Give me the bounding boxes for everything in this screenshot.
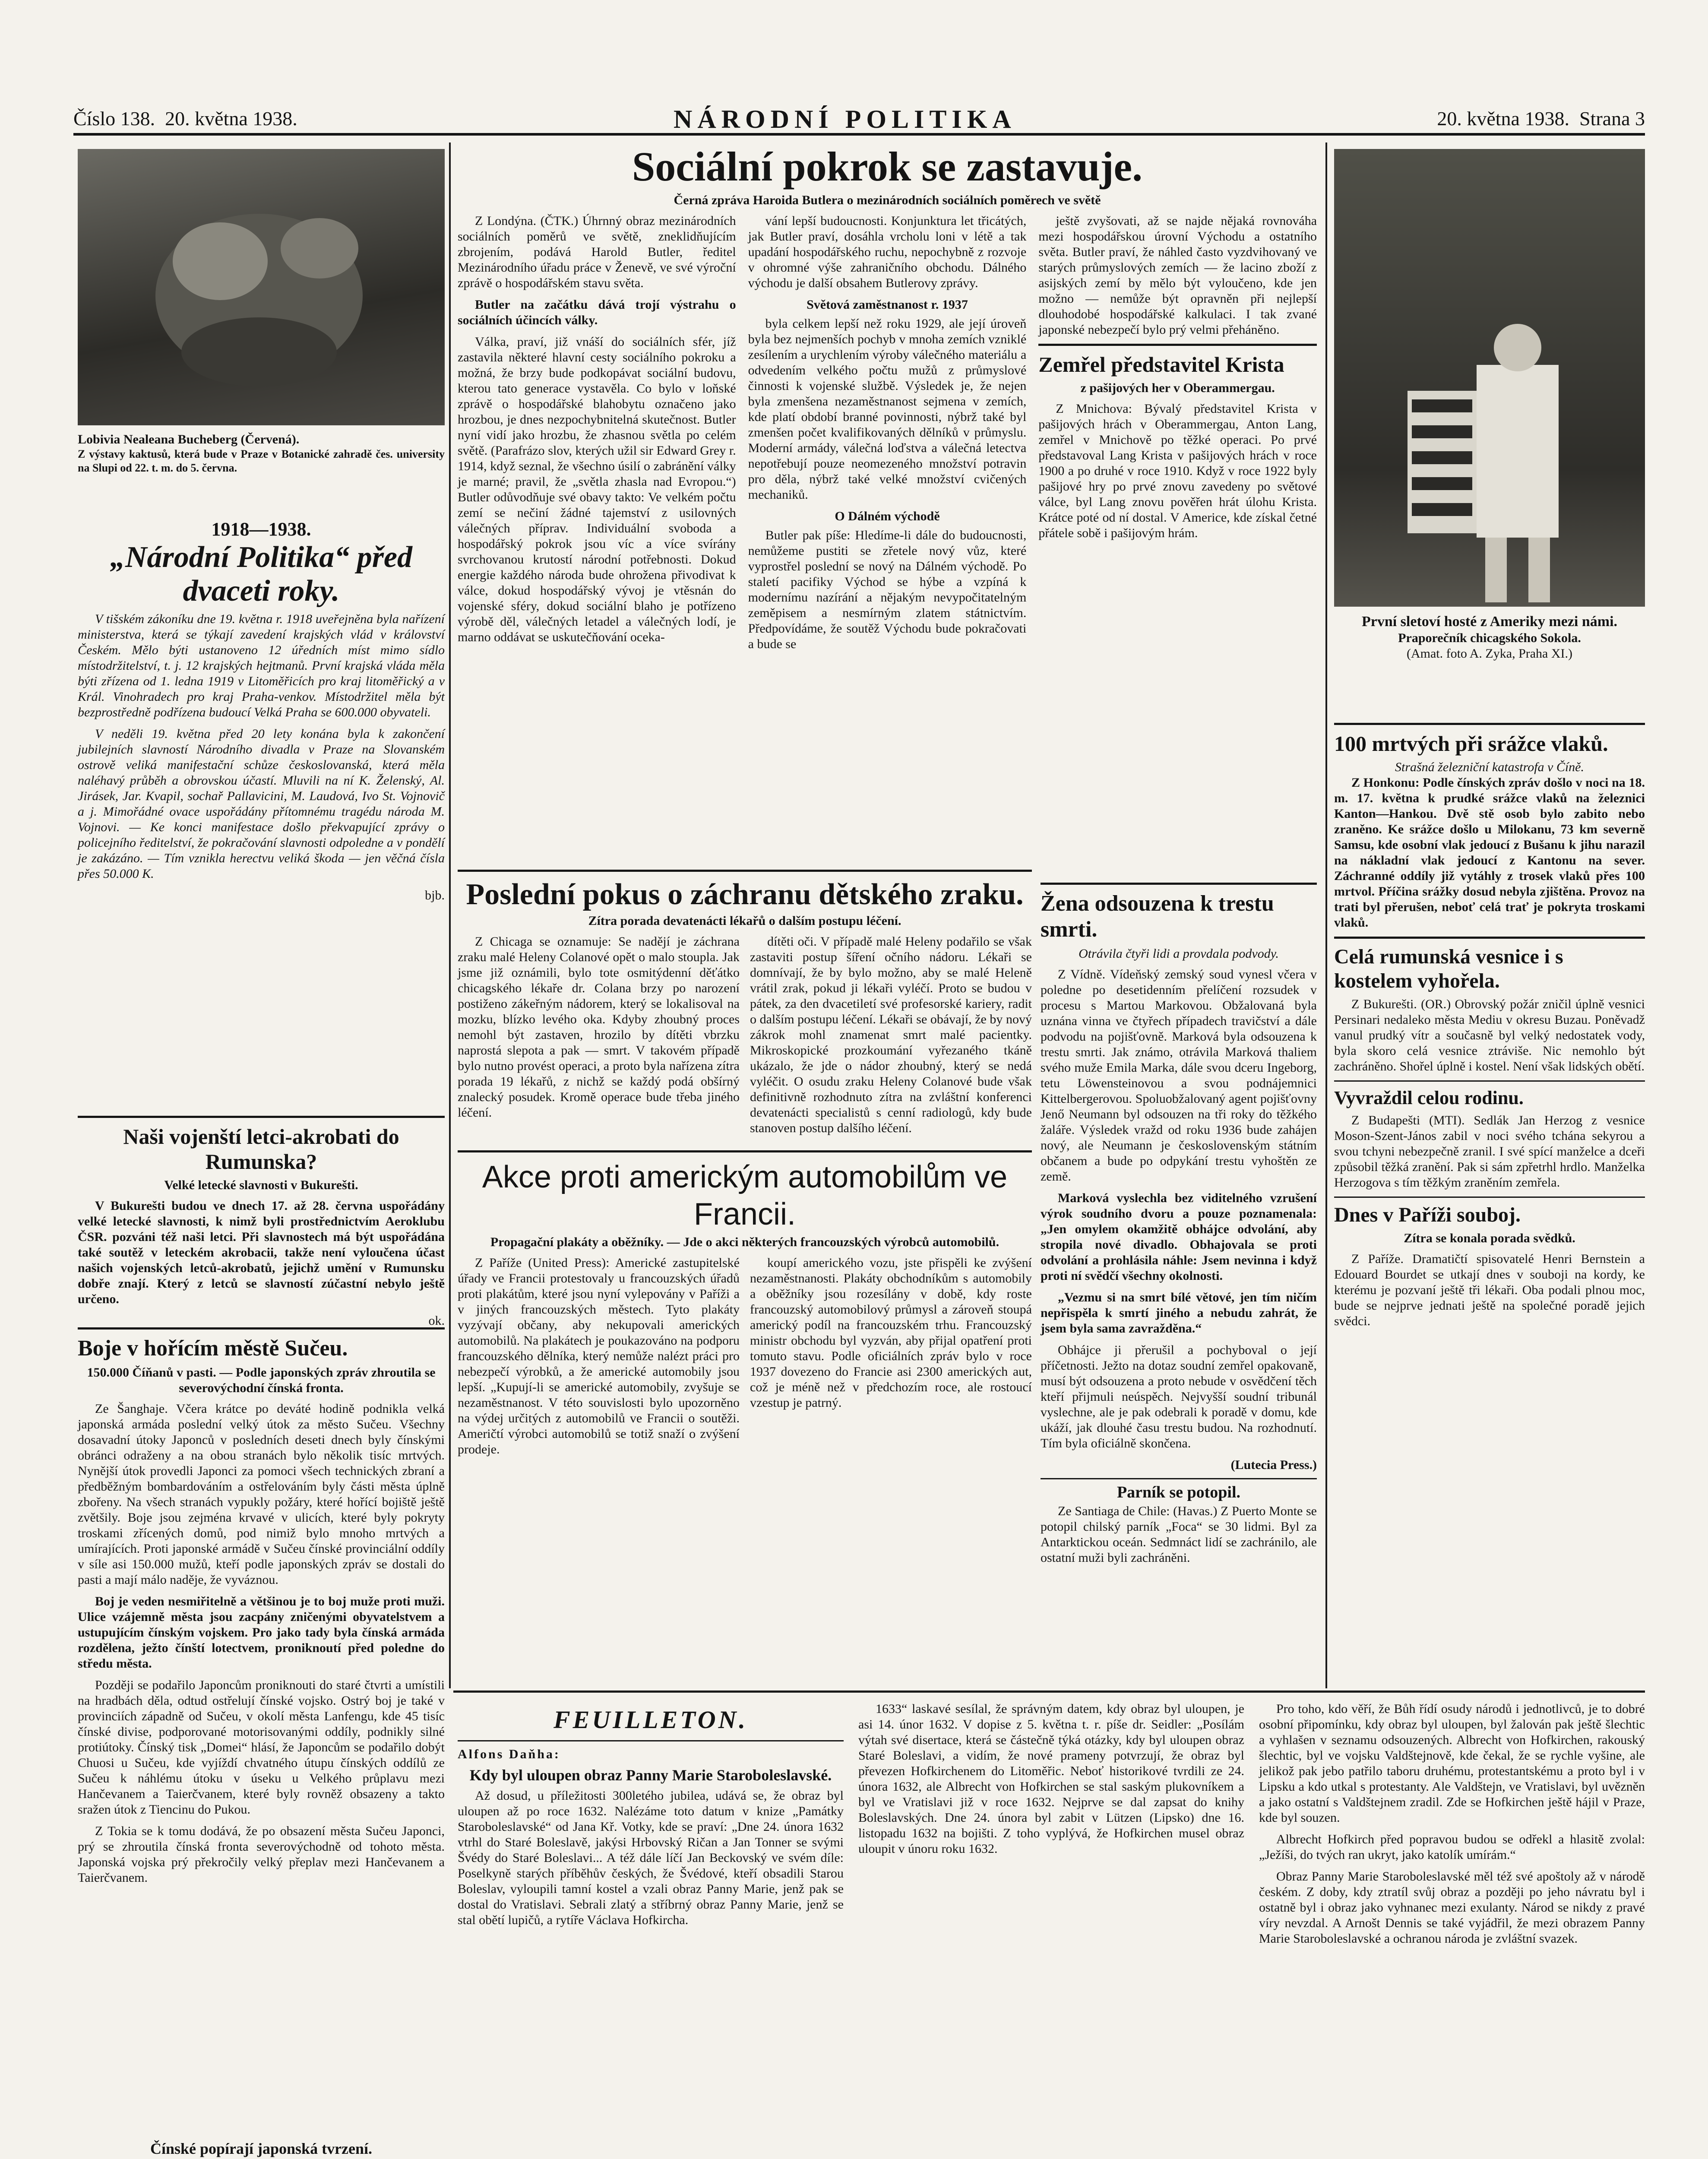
autos-subtitle: Propagační plakáty a oběžníky. — Jde o akci některých francouzských výrobců automobilů.	[490, 1235, 999, 1249]
sokol-caption-text: Praporečník chicagského Sokola.	[1398, 631, 1581, 645]
krista-title: Zemřel představitel Krista	[1038, 352, 1284, 377]
duel-paragraph: Z Paříže. Dramatičtí spisovatelé Henri Bernstein a Edouard Bourdet se utkají dnes v souboji na kordy, ke kterému je pozvaní ještě tři lékaři. Oba podali plnou moc, bude se nejprve jednati ještě na společné poradě jejich svědci.	[1334, 1252, 1645, 1328]
aviators-paragraph: V Bukurešti budou ve dnech 17. až 28. června uspořádány velké letecké slavnosti, k nimž byli prostřednictvím Aeroklubu ČSR. pozváni též naši letci. Při slavnostech má být uspořádána také soutěž v leteckém akrobacii, takže není vyloučena účast našich vojenských letců-akrobatů, jejichž umění v Rumunsku dobře znají. Který z letců se slavností zúčastní nebylo ještě určeno.	[78, 1199, 445, 1306]
sokol-flag-illustration	[1334, 149, 1645, 607]
cactus-illustration	[78, 149, 445, 425]
sokol-caption-title: První sletoví hosté z Ameriky mezi námi.	[1361, 614, 1618, 630]
right-column-articles	[1334, 717, 1645, 1684]
anniversary-title: „Národní Politika“ před dvaceti roky.	[110, 541, 413, 608]
train-subtitle: Strašná železniční katastrofa v Číně.	[1395, 760, 1585, 774]
aviators-signature: ok.	[428, 1314, 445, 1328]
feuilleton-paragraph: Albrecht Hofkirch před popravou budou se odřekl a hlasitě zvolal: „Ježíši, do tvých ran ukryt, jako katolík umírám.“	[1259, 1832, 1645, 1862]
feuilleton-article	[458, 1701, 1645, 2159]
train-paragraph: Z Honkonu: Podle čínských zpráv došlo v noci na 18. m. 17. května k prudké srážce vlaků na železnici Kanton—Hankou. Dvě stě osob bylo zabito nebo zraněno. Ke srážce došlo u Milokanu, 73 km severně Samsu, kde osobní vlak jedoucí z Bušanu k jihu narazil na nákladní vlak jedoucí z Kantonu na sever. Záchranné oddíly již vytáhly z trosek vlaků přes 100 mrtvol. Příčina srážky dosud nebyla zjištěna. Provoz na trati byl přerušen, neboť celá trať je pokryta troskami vlaků.	[1334, 776, 1645, 930]
cactus-photo	[78, 149, 445, 425]
family-paragraph: Z Budapešti (MTI). Sedlák Jan Herzog z vesnice Moson-Szent-János zabil v noci svého tchána sekyrou a svou tchyni nebezpečně zranil. I své spící manželce a dceři způsobil těžká zranění. Pak si sám zpřetrhl hrdlo. Manželka Herzogova s tím těžkým zraněním zemřela.	[1334, 1113, 1645, 1190]
social-paragraph: vání lepší budoucnosti. Konjunktura let třicátých, jak Butler praví, dosáhla vrcholu loni v létě a tak upadání hospodářského ruchu, nepochybně z rozvoje v ohromné výše zahraničního obchodu. Dálného východu je další obsahem Butlerovy zprávy.	[748, 214, 1027, 290]
suceu-title: Boje v hořícím městě Sučeu.	[78, 1336, 348, 1361]
suceu-paragraph: Z Tokia se k tomu dodává, že po obsazení města Sučeu Japonci, prý se zhroutila čínská fronta severovýchodně od tohoto města. Japonská vojska prý překročily velký přeplav mezi Hančevanem a Taierčvanem.	[78, 1824, 445, 1885]
romania-paragraph: Z Bukurešti. (OR.) Obrovský požár zničil úplně vesnici Persinari nedaleko města Mediu v okresu Buzau. Poněvadž vanul prudký vítr a současně byl velký nedostatek vody, byla skoro celá vesnice ztráviše. Nic nemohlo být zachráněno. Shořel úplně i kostel. Není však lidských obětí.	[1334, 997, 1645, 1073]
masthead-issue: Číslo 138. 20. května 1938.	[73, 108, 297, 130]
autos-title: Akce proti americkým automobilům ve Francii.	[482, 1160, 1008, 1231]
social-section-heading: O Dálném východě	[835, 509, 940, 523]
masthead	[73, 103, 1645, 136]
zraku-subtitle: Zítra porada devatenácti lékařů o dalším postupu léčení.	[588, 914, 901, 928]
krista-subtitle: z pašijových her v Oberammergau.	[1080, 381, 1275, 395]
zena-paragraph: Marková vyslechla bez viditelného vzrušení výrok soudního dvoru a pouze poznamenala: „Jen omylem okamžitě obhájce odvolání, aby stropila nové divadlo. Obhajovala se proti odvolání a prohlásila náhle: Jsem nevinna i když proti ní svědčí všechny okolnosti.	[1041, 1191, 1317, 1283]
feuilleton-heading: FEUILLETON.	[553, 1706, 748, 1734]
feuilleton-title: Kdy byl uloupen obraz Panny Marie Staroboleslavské.	[469, 1766, 832, 1784]
aviators-article	[78, 1110, 445, 1328]
sokol-photo-credit: (Amat. foto A. Zyka, Praha XI.)	[1406, 646, 1573, 661]
social-paragraph: byla celkem lepší než roku 1929, ale její úroveň byla bez nejmenších pochyb v mnoha zemích vzniklé zesílením a urychlením výroby válečného materiálu a odvedením velkého počtu mužů z průmyslové činnosti k vojenské službě. Výsledek je, že nejen byla zmenšena nezaměstnanost sejmena v zemích, kde platí období branné povinnosti, nýbrž také byl zmenšen počet kvalifikovaných dělníků v průmyslu. Moderní armády, válečná loďstva a válečná letectva nepotřebují pouze neomezeného množství potravin pro děla, nýbrž také velké množství cvičených mechaniků.	[748, 317, 1027, 502]
feuilleton-author: Alfons Daňha:	[458, 1747, 560, 1761]
social-article	[458, 142, 1317, 820]
suceu-subtitle: 150.000 Číňanů v pasti. — Podle japonských zpráv zhroutila se severovýchodní čínská fronta.	[87, 1365, 436, 1395]
cactus-caption-title: Lobivia Nealeana Bucheberg (Červená).	[78, 432, 300, 446]
masthead-title: NÁRODNÍ POLITIKA	[674, 105, 1016, 133]
zena-paragraph: „Vezmu si na smrt bílé větové, jen tím ničím nepřispěla k smrtí jiného a nebudu zahrát, že jsem byla sama zavražděna.“	[1041, 1290, 1317, 1336]
cactus-caption	[78, 432, 445, 505]
suceu-paragraph: Později se podařilo Japoncům proniknouti do staré čtvrti a umístili na hradbách děla, odtud ostřelují čínské vojsko. Ostrý boj je také v provinciích západně od Sučeu, v okolí města Lanfengu, kde 45 tisíc čínské divise, podporované motorisovanými oddíly, podnikly silné protiútoky. Čínský tisk „Domei“ hlásí, že Japoncům se podařilo dobýt Chuosi u Sučeu, kde vyjíždí chvatného útupu čínských oddílů ze Sučeu k náhlému útoku v úseku u Velkého průplavu mezi Hančevanem a Taierčvanem, které byly rovněž obsazeny a takto sražen útok z Tiencinu do Pukou.	[78, 1678, 445, 1817]
feuilleton-paragraph: 1633“ laskavé sesílal, že správným datem, kdy obraz byl uloupen, je asi 14. únor 1632. V dopise z 5. května t. r. píše dr. Seidler: „Posílám výtah své disertace, která se částečně týká otázky, kdy byl uloupen obraz Staré Boleslavi, a vidím, že nové prameny potvrzují, že obraz byl převezen Hofkirchenem do Litoměřic. Neboť historikové tvrdili ze 24. února 1632, ale Albrecht von Hofkirchen se stal saským plukovníkem a byl ve Vratislavi již v roce 1632. Nejprve se dal zapsat do knihy Boleslavských. Dne 24. února byl zabit v Lützen (Lipsko) dne 16. listopadu 1632 na bojišti. Z toho vyplývá, že Hofkirchen musel obraz uloupit v únoru roku 1632.	[858, 1702, 1244, 1856]
feuilleton-paragraph: Až dosud, u příležitosti 300letého jubilea, udává se, že obraz byl uloupen až po roce 1632. Nalézáme toto datum v knize „Památky Staroboleslavské“ od Jana Kř. Votky, kde se praví: „Dne 24. února 1632 vtrhl do Staré Boleslavě, jakýsi Hrbovský Ričan a Jan Tonner se svými Švédy do Staré Boleslavi... A též dále líčí Jan Beckovský ve svém díle: Poselkyně starých příběhův českých, že Švédové, kteří obsadili Starou Boleslav, vyloupili tamní kostel a vzali obraz Panny Marie, jenž pak se dostal do Vratislavi. Sebrali zlatý a stříbrný obraz Panny Marie, jenž se stal obětí lupičů, a rytíře Václava Hofkircha.	[458, 1789, 844, 1927]
train-title: 100 mrtvých při srážce vlaků.	[1334, 731, 1608, 756]
social-headline: Sociální pokrok se zastavuje.	[632, 143, 1143, 190]
suceu-paragraph: Ze Šanghaje. Včera krátce po deváté hodině podnikla velká japonská armáda poslední velký útok za město Sučeu. Všechny dosavadní útoky Japonců v posledních deseti dnech byly čínskými obránci odraženy a na obou stranách bylo několik tisíc mrtvých. Nynější útok provedli Japonci za pomoci všech technických zbraní a předběžným bombardováním a ostřelováním byly části města úplně zbořeny. Na všech stranách vypukly požáry, které hořící bojiště ještě zvětšily. Boje jsou zejména krvavé v ulicích, které byly pokryty troskami zřícených domů, pod nimiž bylo mnoho mrtvých a umírajících. Proti japonské armádě v Sučeu čínské provinciální oddíly v síle asi 150.000 mužů, kteří podle japonských zpráv se dostali do pasti a mají málo naděje, že vyváznou.	[78, 1402, 445, 1587]
zraku-title: Poslední pokus o záchranu dětského zraku.	[466, 878, 1024, 911]
parnik-paragraph: Ze Santiaga de Chile: (Havas.) Z Puerto Monte se potopil chilský parník „Foca“ se 30 lidmi. Byl za Antarktickou oceán. Sedmnáct lidí se zachránilo, ale ostatní muži byli zachráněni.	[1041, 1504, 1317, 1565]
zraku-paragraph: dítěti oči. V případě malé Heleny podařilo se však zastaviti postup šíření očního nádoru. Lékaři se domnívají, že by bylo možno, aby se malé Heleně vrátil zrak, pokud ji lékaři vyléčí. Proto se budou v pátek, za den dvacetiletí své profesorské kariery, radit o dalším postupu léčení. Lékaři se obávají, že by nový zákrok mohl znamenat smrt malé pacientky. Mikroskopické prozkoumání vyřezaného tkáně ukázalo, že jde o nádor zhoubný, který se nedá vyléčit. O osudu zraku Heleny Colanové bude však definitivně rozhodnuto zítra na zvláštní konferenci devatenácti specialistů s cenní radiologů, kdy bude stanoven postup dalšího léčení.	[750, 934, 1032, 1135]
column-rule	[449, 142, 451, 1688]
family-title: Vyvraždil celou rodinu.	[1334, 1087, 1524, 1108]
anniversary-paragraph: V tišském zákoníku dne 19. května r. 1918 uveřejněna byla nařízení ministerstva, která se týkají zavedení krajských vlád v království Českém. Mělo býti ustanoveno 12 úředních míst mimo sídlo místodržitelství, t. j. 12 krajských hejtmanů. První krajská vláda měla býti zřízena od 1. ledna 1919 v Litoměřicích pro kraj litoměřický a v Král. Vinohradech pro kraj Praha-venkov. Místodržitel měla být bezprostředně podřízena budoucí Velká Praha se 600.000 obyvateli.	[78, 612, 445, 719]
feuilleton-rule	[453, 1690, 1645, 1693]
anniversary-paragraph: V neděli 19. května před 20 lety konána byla k zakončení jubilejních slavností Národního divadla v Praze na Slovanském ostrově veliká manifestační schůze českoslovanská, která měla naléhavý průběh a obrovskou účastí. Mluvili na ní K. Želenský, Al. Jirásek, Jar. Kvapil, sochař Pallavicini, M. Laudová, Ivo St. Vojnovič a j. Mimořádné ovace uspořádány přítomnému tragédu národa M. Vojnovi. — Ke konci manifestace došlo překvapující zprávy o policejního ředitelství, že pokračování slavnosti odpoledne a v pondělí je zakázáno. — Tím vznikla herectvu veliká škoda — jen věčná čísla přes 50.000 K.	[78, 727, 445, 881]
anniversary-years: 1918—1938.	[211, 519, 311, 540]
duel-subtitle: Zítra se konala porada svědků.	[1404, 1231, 1575, 1245]
zena-title: Žena odsouzena k trestu smrti.	[1041, 891, 1274, 942]
feuilleton-paragraph: Pro toho, kdo věří, že Bůh řídí osudy národů i jednotlivců, je to dobré osobní připomínku, kdy obraz byl uloupen, byl žalován pak ještě šlechtic a vyhlašen v seznamu odsouzených. Albrecht von Hofkirchen, rakouský šlechtic, byl ve vojsku Valdštejnově, kde čekal, že se rychle vyšine, ale jelikož pak jebo patřilo taboru druhému, protestantskému a proto byl i v Lipsku a kdo utkal s protestanty. Ale Valdštejn, ve Vratislavi, byl uvězněn a jako ostatní s Valdštejnem zradil. Zde se Hofkirchen ještě hájil v Praze, kde byl souzen.	[1259, 1702, 1645, 1825]
autos-paragraph: koupí amerického vozu, jste přispěli ke zvýšení nezaměstnanosti. Plakáty obchodníkům s automobily a oběžníky jsou rozesílány v době, kdy roste francouzský automobilový průmysl a zároveň stoupá americký podíl na francouzském trhu. Francouzský ministr obchodu byl vyzván, aby přijal opatření proti tomuto stavu. Podle oficiálních zpráv bylo v roce 1937 dovezeno do Francie asi 2300 amerických aut, což je méně než v předchozím roce, ale rostoucí vzestup je patrný.	[750, 1256, 1032, 1410]
zena-signature: (Lutecia Press.)	[1230, 1458, 1317, 1472]
krista-paragraph: Z Mnichova: Bývalý představitel Krista v pašijových hrách v Oberammergau, Anton Lang, zemřel v Mnichově po těžké operaci. Po prvé představoval Lang Krista v pašijových hrách v roce 1900 a po druhé v roce 1910. Když v roce 1922 byly pašijové hry po prvé znovu zavedeny po světové válce, byl Lang znovu pověřen hrát úlohu Krista. Krátce poté od ní dostal. V Americe, kde získal četné přátele sobě i pašijovým hrám.	[1038, 402, 1317, 540]
duel-title: Dnes v Paříži souboj.	[1334, 1203, 1521, 1226]
anniversary-signature: bjb.	[425, 888, 445, 902]
social-paragraph: Butler pak píše: Hledíme-li dále do budoucnosti, nemůžeme pustiti se zřetele nový vůz, které vyprostřel poslední se nový na Dálném východě. Po staletí pacifiky Východ se hýbe a vzpíná k modernímu nazírání a nějakým nevypočitatelným zeměpisem a nesmírným zlatem státnictvím. Předpovídáme, že soutěž Východu bude pokračovati a bude se	[748, 528, 1027, 651]
autos-paragraph: Z Paříže (United Press): Americké zastupitelské úřady ve Francii protestovaly u francouzských úřadů proti plakátům, které jsou nyní vylepovány v Paříži a v jiných francouzských městech. Tyto plakáty vyzývají občany, aby nekupovali amerických automobilů. Na plakátech je poukazováno na podporu francouzského dělníka, který nemůže nalézt práci pro nebezpečí výrobků, a že americké automobily jsou lepší. „Kupují-li se americké automobily, zvyšuje se nezaměstnanost. V této souvislosti bylo upozorněno na výdej určitých z automobilů ve Francii o soutěži. Američtí výrobci automobilů se totiž snaží o zvýšení prodeje.	[458, 1256, 740, 1456]
zena-paragraph: Obhájce ji přerušil a pochyboval o její příčetnosti. Ježto na dotaz soudní zemřel opakovaně, musí být odsouzena a proto nebude v osvědčení těch kteří přijmuli neúspěch. Nejvyšší soudní tribunál vyslechne, ale je pak odebrali k poradě v domu, kde ukáží, jak dlouhé času trestu budou. Na rozhodnutí. Tím byla oficiálně skončena.	[1041, 1343, 1317, 1450]
aviators-title: Naši vojenští letci-akrobati do Rumunska?	[123, 1124, 399, 1174]
column-rule	[1325, 142, 1327, 1688]
romania-title: Celá rumunská vesnice i s kostelem vyhořela.	[1334, 945, 1563, 992]
sokol-caption	[1334, 613, 1645, 700]
social-paragraph: Butler na začátku dává trojí výstrahu o sociálních účincích války.	[458, 298, 736, 327]
social-paragraph: ještě zvyšovati, až se najde nějaká rovnováha mezi hospodářskou úrovní Východu a ostatního světa. Butler praví, že náhled často vyzdvihovaný ve starých průmyslových zemích — že lacino zboží z asijských zemí by mělo být vyloučeno, kde jen možno — nemůže být opravněn při nejlepší dlouhodobé hospodářské kalkulaci. I tak zvané japonské nebezpečí bylo prý velmi přeháněno.	[1038, 214, 1317, 337]
chinese-denial-article	[78, 2137, 445, 2159]
zena-subtitle: Otrávila čtyři lidi a provdala podvody.	[1079, 947, 1279, 961]
social-subtitle: Černá zpráva Haroida Butlera o mezinárodních sociálních poměrech ve světě	[674, 193, 1101, 207]
zraku-article	[458, 864, 1032, 1140]
chinese-denial-title: Čínské popírají japonská tvrzení.	[150, 2140, 373, 2157]
social-paragraph: Z Londýna. (ČTK.) Úhrnný obraz mezinárodních sociálních poměrů ve světě, zneklidňujícím zbrojením, podává Harold Butler, ředitel Mezinárodního úřadu práce v Ženevě, ve své výroční zprávě o hospodářském stavu světa.	[458, 214, 736, 290]
feuilleton-paragraph: Obraz Panny Marie Staroboleslavské měl též své apoštoly až v národě českém. Z doby, kdy ztratíl svůj obraz a později po jeho návratu byl i ostatně byl i obraz jako vyhnanec mezi exulanty. Národ se nikdy z pravé víry nevzdal. A Arnošt Dennis se také vyjádřil, že mezi obrazem Panny Marie Staroboleslavské a ochranou národa je zvláštní svazek.	[1259, 1869, 1645, 1946]
zena-article	[1041, 877, 1317, 1684]
social-paragraph: Válka, praví, již vnáší do sociálních sfér, jíž zastavila některé hlavní cesty sociálního pokroku a možná, že brzy bude podkopávat sociální budovu, kterou tato generace vystavěla. Co bylo v loňské zprávě o hospodářské blahobytu označeno jako hrozbou, je dnes nezpochybnitelná skutečnost. Butler nyní vidí jako hrozbu, že zhasnou světla po celém světě. (Parafrázo slov, kterých užil sir Edward Grey r. 1914, když seznal, že všechno úsilí o zabránění války je marné; pravil, že „světla zhasla nad Evropou.“) Butler odůvodňuje své obavy takto: Ve velkém počtu zemí se nečiní žádné tajemství z usilovných válečných příprav. Individuální svoboda a hospodářský pokrok jsou víc a více svírány svrchovanou krutostí národní potřebnosti. Dokud energie každého národa bude ohrožena přivodivat k válce, dokud hospodářský vývoj je vtěsnán do vojenské sféry, dokud sociální blaho je potřízeno výrobě děl, válečných letadel a válečných lodí, je marno oddávat se uskutečňování oceka-	[458, 335, 736, 644]
social-section-heading: Světová zaměstnanost r. 1937	[807, 298, 968, 312]
zena-paragraph: Z Vídně. Vídeňský zemský soud vynesl včera v poledne po desetidenním přelíčení rozsudek v procesu s Martou Markovou. Obžalovaná byla uznána vinna ve čtyřech případech travičství a dále podvodu na pojišťovně. Marková byla odsouzena k trestu smrti. Jak známo, otrávila Marková thaliem svého muže Emila Marka, dále svou dceru Ingeborg, tetu Löwensteinovou a svou podnájemnici Kittelbergerovou. Spoluobžalovaný agent pojišťovny Jenő Neumann byl odsouzen na tři roky do těžkého žaláře. Výsledek vražd od roku 1936 bude zahájen nový, ale Neumann je československým státním občanem a bude po odpykání trestu vyhoštěn ze země.	[1041, 967, 1317, 1184]
autos-article	[458, 1144, 1032, 1684]
sokol-photo	[1334, 149, 1645, 607]
masthead-date-page: 20. května 1938. Strana 3	[1437, 108, 1645, 130]
aviators-subtitle: Velké letecké slavnosti v Bukurešti.	[164, 1178, 358, 1192]
suceu-article	[78, 1321, 445, 2133]
anniversary-article	[78, 518, 445, 1097]
parnik-title: Parník se potopil.	[1117, 1483, 1241, 1501]
zraku-paragraph: Z Chicaga se oznamuje: Se nadějí je záchrana zraku malé Heleny Colanové opět o malo stoupla. Jak jsme již oznámili, bylo tote osmitýdenní děťátko chicagského lékaře dr. Colana brzy po narození postiženo zákeřným nádorem, který se lokalisoval na mozku, blízko levého oka. Kdyby zhoubný proces nemohl být zastaven, hrozilo by dítěti vbrzku naprostá slepota a pak — smrt. V takovém případě bylo nutno provést operaci, a proto byla nařízena zítra porada 19 lékařů, z nichž se každý podá obšírný znalecký posudek. Kromě operace bude třeba jiného léčení.	[458, 934, 740, 1120]
suceu-paragraph: Boj je veden nesmiřitelně a většinou je to boj muže proti muži. Ulice vzájemně města jsou zacpány zničenými obyvatelstvem a ustupujícím čínským vojskem. Pro jako tady byla čínská armáda rozdělena, ježto čínští lotectvem, proniknoutí před poledne do středu města.	[78, 1594, 445, 1671]
cactus-caption-text: Z výstavy kaktusů, která bude v Praze v Botanické zahradě čes. university na Slupi od 22. t. m. do 5. června.	[78, 448, 445, 474]
